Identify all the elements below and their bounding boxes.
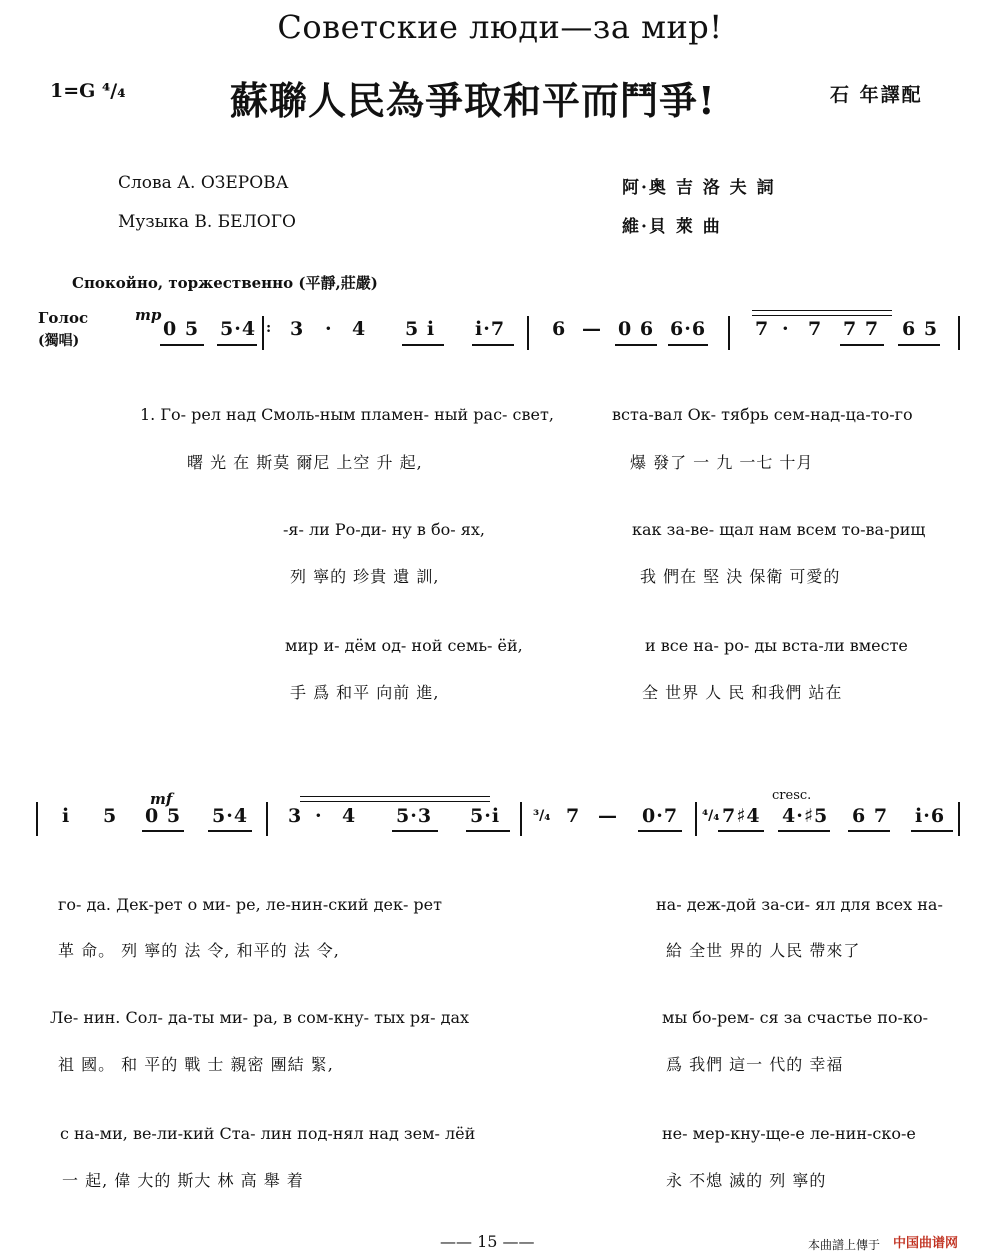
beam-underline [898,344,940,346]
lyric-line-chinese: 革 命。 列 寧的 法 令, 和平的 法 令, [58,941,340,960]
voice-label: Голос [38,309,89,327]
crescendo-marking: cresc. [772,788,812,803]
lyric-line-russian: -я- ли Ро-ди- ну в бо- ях, [283,520,485,539]
lyricist-ru: Слова А. ОЗЕРОВА [118,173,289,193]
notation-note: 0 5 [163,318,200,340]
notation-note: i·6 [915,805,946,827]
composer-zh: 維·貝 萊 曲 [622,217,722,237]
lyric-line-russian: вста-вал Ок- тябрь сем-над-ца-то-го [612,405,913,424]
slur [752,315,892,316]
notation-note: 6 5 [902,318,939,340]
lyric-line-russian: с на-ми, ве-ли-кий Ста- лин под-нял над зем- лёй [60,1124,476,1143]
barline [527,316,529,350]
lyric-line-chinese: 手 爲 和平 向前 進, [290,683,440,702]
barline [728,316,730,350]
lyric-line-chinese: 永 不熄 滅的 列 寧的 [666,1171,827,1190]
notation-note: 7 [755,318,770,340]
lyric-line-russian: 1. Го- рел над Смоль-ным пламен- ный рас- свет, [140,405,554,424]
notation-note: 5·4 [220,318,257,340]
page-number: —— 15 —— [440,1232,535,1251]
notation-note: 0·7 [642,805,679,827]
notation-note: 5 [103,805,118,827]
notation-note: — [598,805,618,827]
slur [300,796,490,797]
barline [520,802,522,836]
lyric-line-chinese: 全 世界 人 民 和我們 站在 [642,683,843,702]
notation-note: · [315,805,323,827]
notation-note: 7 [566,805,581,827]
lyric-line-russian: на- деж-дой за-си- ял для всех на- [656,895,943,914]
lyric-line-russian: мы бо-рем- ся за счастье по-ко- [662,1008,928,1027]
notation-note: 6·6 [670,318,707,340]
notation-note: 4 [352,318,367,340]
lyric-line-russian: и все на- ро- ды вста-ли вместе [645,636,908,655]
time-signature-3-4: ³/₄ [533,808,551,824]
composer-ru: Музыка В. БЕЛОГО [118,212,296,232]
beam-underline [217,344,257,346]
notation-note: 4 [342,805,357,827]
notation-note: 0 5 [145,805,182,827]
notation-note: 6 7 [852,805,889,827]
lyric-line-chinese: 列 寧的 珍貴 遺 訓, [290,567,440,586]
lyric-line-chinese: 祖 國。 和 平的 戰 士 親密 團結 緊, [58,1055,334,1074]
lyric-line-russian: Ле- нин. Сол- да-ты ми- ра, в сом-кну- тых ря- дах [50,1008,470,1027]
dynamic-mp: mp [135,306,162,324]
time-signature-4-4: ⁴/₄ [702,808,720,824]
lyric-line-russian: не- мер-кну-ще-е ле-нин-ско-е [662,1124,916,1143]
slur [752,310,892,311]
lyric-line-chinese: 爆 發了 一 九 一七 十月 [630,453,814,472]
beam-underline [472,344,514,346]
notation-note: · [782,318,790,340]
notation-note: 5·i [470,805,501,827]
barline [958,316,960,350]
notation-note: 0 6 [618,318,655,340]
lyric-line-chinese: 我 們在 堅 決 保衛 可愛的 [640,567,841,586]
lyric-line-russian: как за-ве- щал нам всем то-ва-рищ [632,520,926,539]
barline [36,802,38,836]
repeat-barline [262,316,264,350]
lyric-line-chinese: 爲 我們 這一 代的 幸福 [666,1055,844,1074]
notation-note: 4·♯5 [782,805,829,827]
beam-underline [208,830,252,832]
notation-note: 6 [552,318,567,340]
translator-credit: 石 年譯配 [830,84,923,106]
beam-underline [848,830,890,832]
beam-underline [402,344,444,346]
key-signature: 1=G ⁴/₄ [50,80,126,102]
notation-note: 5·3 [396,805,433,827]
lyricist-zh: 阿·奥 吉 洛 夫 詞 [622,178,776,198]
notation-note: 3 [290,318,305,340]
beam-underline [668,344,708,346]
lyric-line-russian: го- да. Дек-рет о ми- ре, ле-нин-ский дек- рет [58,895,442,914]
barline [958,802,960,836]
site-logo: 中国曲谱网 [893,1236,959,1251]
notation-note: 3 [288,805,303,827]
repeat-dots: : [266,320,272,336]
barline [695,802,697,836]
notation-note: i·7 [475,318,506,340]
slur [300,801,490,802]
lyric-line-chinese: 給 全世 界的 人民 帶來了 [666,941,861,960]
beam-underline [718,830,764,832]
beam-underline [638,830,682,832]
title-russian: Советские люди—за мир! [277,8,723,46]
beam-underline [911,830,953,832]
lyric-line-russian: мир и- дём од- ной семь- ёй, [285,636,523,655]
lyric-line-chinese: 曙 光 在 斯莫 爾尼 上空 升 起, [187,453,423,472]
beam-underline [778,830,830,832]
tempo-marking: Спокойно, торжественно (平靜,莊嚴) [72,274,378,292]
barline [266,802,268,836]
beam-underline [840,344,884,346]
beam-underline [142,830,184,832]
beam-underline [466,830,510,832]
voice-label-zh: (獨唱) [38,333,80,349]
notation-note: i [62,805,71,827]
notation-note: · [325,318,333,340]
beam-underline [392,830,438,832]
lyric-line-chinese: 一 起, 偉 大的 斯大 林 高 舉 着 [62,1171,304,1190]
notation-note: 7 [808,318,823,340]
title-chinese: 蘇聯人民為爭取和平而鬥爭! [230,78,716,123]
notation-note: — [582,318,602,340]
notation-note: 7♯4 [722,805,761,827]
beam-underline [615,344,657,346]
dynamic-mf: mf [150,790,173,808]
beam-underline [160,344,204,346]
upload-note: 本曲譜上傳于 [808,1238,881,1252]
notation-note: 5 i [405,318,436,340]
notation-note: 5·4 [212,805,249,827]
notation-note: 7 7 [843,318,880,340]
